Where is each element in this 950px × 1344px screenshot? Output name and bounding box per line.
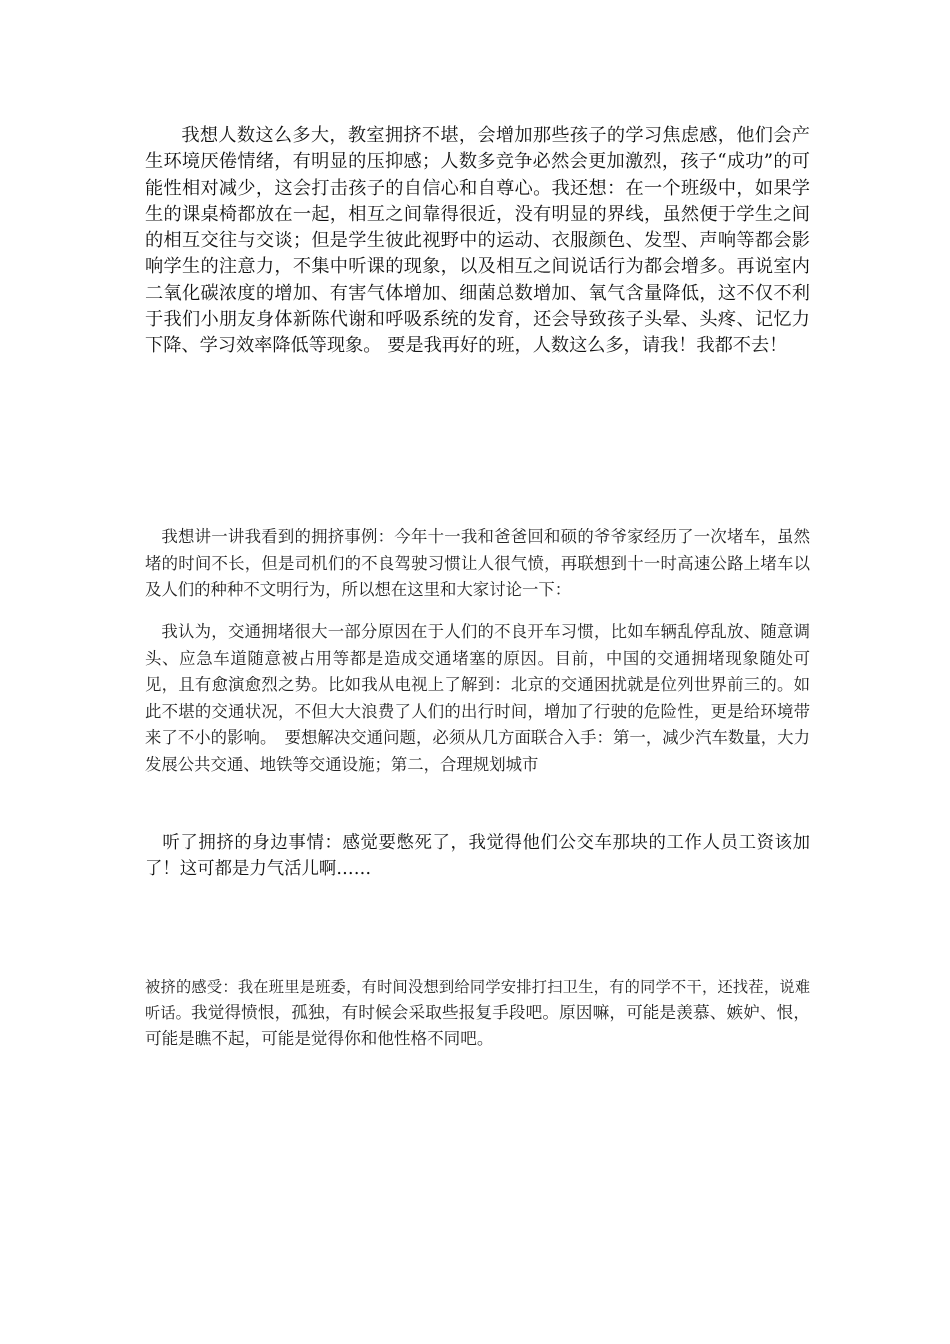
paragraph-squeezed-lead: 被挤的感受：我在班里是班委，有时间没想到给同学安排打扫卫生，有的同学不干，还找茬，说难听话。 — [145, 978, 810, 1022]
paragraph-squeezed-rest: 我觉得愤恨，孤独，有时候会采取些报复手段吧。原因嘛，可能是羡慕、嫉妒、恨，可能是瞧不起，可能是觉得你和他性格不同吧。 — [145, 1003, 810, 1048]
paragraph-traffic-jam-story: 我想讲一讲我看到的拥挤事例：今年十一我和爸爸回和硕的爷爷家经历了一次堵车，虽然堵的时间不长，但是司机们的不良驾驶习惯让人很气愤，再联想到十一时高速公路上堵车以及人们的种种不文明行为，所以想在这里和大家讨论一下： — [145, 527, 810, 599]
paragraph-traffic-opinion: 我认为，交通拥堵很大一部分原因在于人们的不良开车习惯，比如车辆乱停乱放、随意调头、应急车道随意被占用等都是造成交通堵塞的原因。目前，中国的交通拥堵现象随处可见，且有愈演愈烈之势。比如我从电视上了解到：北京的交通困扰就是位列世界前三的。如此不堪的交通状况，不但大大浪费了人们的出行时间，增加了行驶的危险性，更是给环境带来了不小的影响。 要想解决交通问题，必须从几方面联合入手：第一，减少汽车数量，大力发展公共交通、地铁等交通设施；第二，合理规划城市 — [145, 622, 810, 774]
paragraph-bus-crowding: 听了拥挤的身边事情：感觉要憋死了，我觉得他们公交车那块的工作人员工资该加了！这可都是力气活儿啊…… — [145, 833, 810, 879]
paragraph-classroom-crowding: 我想人数这么多大，教室拥挤不堪，会增加那些孩子的学习焦虑感，他们会产生环境厌倦情绪，有明显的压抑感；人数多竞争必然会更加激烈，孩子“成功”的可能性相对减少，这会打击孩子的自信心和自尊心。我还想：在一个班级中，如果学生的课桌椅都放在一起，相互之间靠得很近，没有明显的界线，虽然便于学生之间的相互交往与交谈；但是学生彼此视野中的运动、衣服颜色、发型、声响等都会影响学生的注意力，不集中听课的现象，以及相互之间说话行为都会增多。再说室内二氧化碳浓度的增加、有害气体增加、细菌总数增加、氧气含量降低，这不仅不利于我们小朋友身体新陈代谢和呼吸系统的发育，还会导致孩子头晕、头疼、记忆力下降、学习效率降低等现象。 要是我再好的班，人数这么多，请我！我都不去！ — [145, 125, 810, 357]
paragraph-squeezed-feelings — [145, 974, 810, 1052]
